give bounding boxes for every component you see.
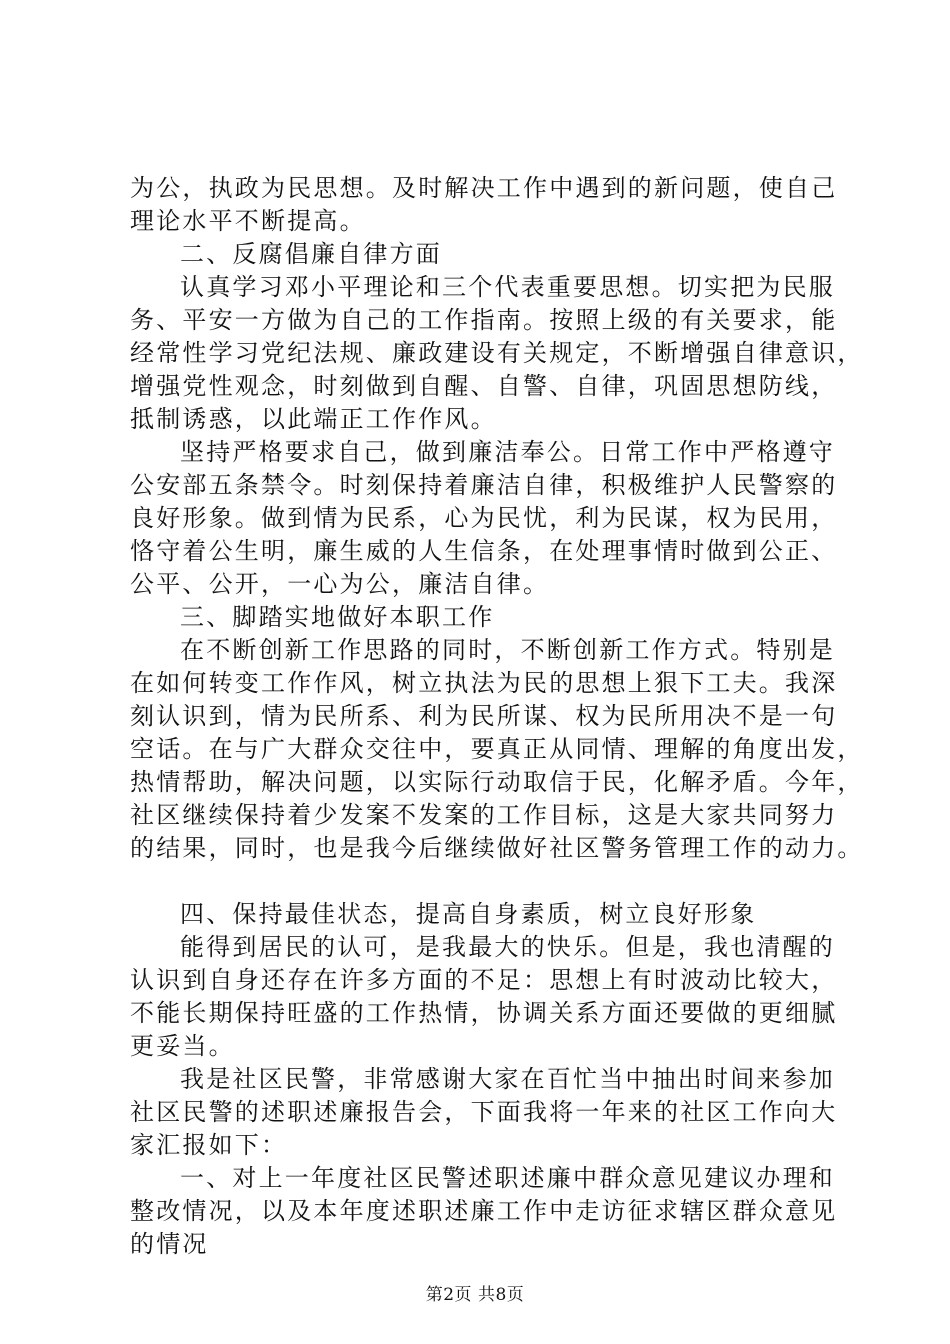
text-line: 整改情况，以及本年度述职述廉工作中走访征求辖区群众意见: [130, 1197, 838, 1225]
text-line: 三、脚踏实地做好本职工作: [180, 603, 495, 631]
document-body: [130, 172, 864, 1261]
blank-line: [130, 865, 830, 898]
text-line: 热情帮助，解决问题，以实际行动取信于民，化解矛盾。今年，: [130, 768, 864, 796]
text-line: 公平、公开，一心为公，廉洁自律。: [130, 570, 550, 598]
text-line: 能得到居民的认可，是我最大的快乐。但是，我也清醒的: [180, 933, 835, 961]
text-line: 的结果，同时，也是我今后继续做好社区警务管理工作的动力。: [130, 834, 864, 862]
page-footer: 第2页 共8页: [425, 1285, 525, 1305]
text-line: 坚持严格要求自己，做到廉洁奉公。日常工作中严格遵守: [180, 438, 835, 466]
text-line: 认真学习邓小平理论和三个代表重要思想。切实把为民服: [180, 273, 835, 301]
text-line: 经常性学习党纪法规、廉政建设有关规定，不断增强自律意识，: [130, 339, 864, 367]
text-line: 在如何转变工作作风，树立执法为民的思想上狠下工夫。我深: [130, 669, 838, 697]
text-line: 良好形象。做到情为民系，心为民忧，利为民谋，权为民用，: [130, 504, 838, 532]
text-line: 恪守着公生明，廉生威的人生信条，在处理事情时做到公正、: [130, 537, 838, 565]
text-line: 不能长期保持旺盛的工作热情，协调关系方面还要做的更细腻: [130, 999, 838, 1027]
text-line: 刻认识到，情为民所系、利为民所谋、权为民所用决不是一句: [130, 702, 838, 730]
text-line: 抵制诱惑，以此端正工作作风。: [130, 405, 497, 433]
text-line: 二、反腐倡廉自律方面: [180, 240, 442, 268]
text-line: 社区民警的述职述廉报告会，下面我将一年来的社区工作向大: [130, 1098, 838, 1126]
text-line: 四、保持最佳状态，提高自身素质，树立良好形象: [180, 900, 757, 928]
text-line: 的情况: [130, 1230, 209, 1258]
text-line: 认识到自身还存在许多方面的不足：思想上有时波动比较大，: [130, 966, 838, 994]
text-line: 我是社区民警，非常感谢大家在百忙当中抽出时间来参加: [180, 1065, 835, 1093]
text-line: 社区继续保持着少发案不发案的工作目标，这是大家共同努力: [130, 801, 838, 829]
text-line: 为公，执政为民思想。及时解决工作中遇到的新问题，使自己: [130, 174, 838, 202]
text-line: 家汇报如下：: [130, 1131, 288, 1159]
text-line: 理论水平不断提高。: [130, 207, 366, 235]
text-line: 公安部五条禁令。时刻保持着廉洁自律，积极维护人民警察的: [130, 471, 838, 499]
text-line: 更妥当。: [130, 1032, 235, 1060]
text-line: 一、对上一年度社区民警述职述廉中群众意见建议办理和: [180, 1164, 835, 1192]
text-line: 务、平安一方做为自己的工作指南。按照上级的有关要求，能: [130, 306, 838, 334]
text-line: 在不断创新工作思路的同时，不断创新工作方式。特别是: [180, 636, 835, 664]
text-line: 增强党性观念，时刻做到自醒、自警、自律，巩固思想防线，: [130, 372, 838, 400]
text-line: 空话。在与广大群众交往中，要真正从同情、理解的角度出发，: [130, 735, 864, 763]
